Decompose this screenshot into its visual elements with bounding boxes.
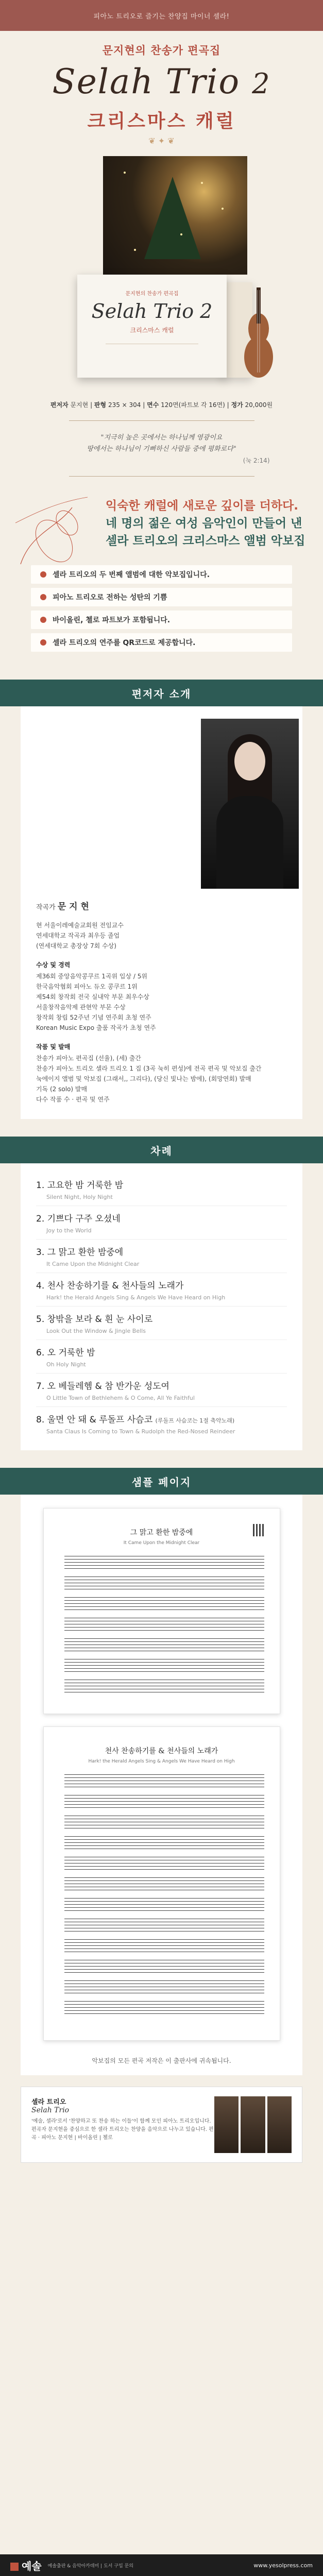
- toc-note: (루돌프 사슴코는 1절 축약노래): [155, 1417, 235, 1424]
- sparkle-icon: [222, 208, 224, 210]
- website-link[interactable]: www.yesolpress.com: [253, 2562, 313, 2569]
- divider: [69, 476, 254, 477]
- book-info: 편저자 문지현 | 판형 235 × 304 | 면수 120면(파트보 각 16면) | 정가 20,000원: [50, 401, 273, 409]
- photo-face: [234, 742, 265, 781]
- staff: [64, 1960, 264, 1973]
- violin-icon: [241, 285, 277, 383]
- toc-english: Silent Night, Holy Night: [46, 1194, 113, 1200]
- toc-english: Oh Holy Night: [46, 1361, 86, 1368]
- christmas-tree-icon: [144, 177, 201, 259]
- bullet-icon: [40, 617, 46, 623]
- staff: [64, 1877, 264, 1891]
- trio-info-text: [31, 2096, 214, 2153]
- toc-item: [36, 1407, 287, 1440]
- toc-english: It Came Upon the Midnight Clear: [46, 1261, 140, 1267]
- feature-list: [31, 565, 292, 652]
- logo-text: 예솔: [22, 2560, 42, 2572]
- work-line: 다수 작품 수 · 편곡 및 연주: [36, 1096, 110, 1103]
- copyright-notice: 악보집의 모든 편곡 저작은 이 출판사에 귀속됩니다.: [92, 2057, 231, 2064]
- info-pages: 120면(파트보 각 16면): [161, 401, 225, 409]
- toc-title: 4. 천사 찬송하기를 & 천사들의 노래가: [36, 1281, 184, 1291]
- sparkle-icon: [134, 249, 136, 251]
- table-of-contents: [21, 1163, 302, 1450]
- feature-text: 셀라 트리오의 연주를 QR코드로 제공합니다.: [53, 639, 196, 647]
- info-pages-label: 면수: [147, 401, 159, 409]
- verse-reference: (눅 2:14): [243, 457, 270, 464]
- staff: [64, 1638, 264, 1652]
- toc-title: 3. 그 맑고 환한 밤중에: [36, 1247, 124, 1258]
- sample-sheet: [43, 1508, 280, 1714]
- toc-item: [36, 1340, 287, 1374]
- awards-list: [36, 971, 287, 1033]
- toc-item: [36, 1240, 287, 1273]
- divider: [69, 420, 254, 421]
- info-author: 문지현: [70, 401, 89, 409]
- music-staves: [64, 1556, 264, 1693]
- section-header-author: 편저자 소개: [0, 680, 323, 706]
- staff: [64, 1774, 264, 1788]
- awards-title: 수상 및 경력: [36, 961, 71, 969]
- info-price-label: 정가: [231, 401, 243, 409]
- intro-line-3: 셀라 트리오의 크리스마스 앨범 악보집: [106, 534, 305, 548]
- header-script-title: [0, 62, 323, 101]
- cover-script-title: Selah Trio 2: [91, 300, 213, 323]
- info-author-label: 편저자: [50, 401, 69, 409]
- feature-text: 바이올린, 첼로 파트보가 포함됩니다.: [53, 616, 171, 624]
- feature-item: [31, 588, 292, 606]
- staff: [64, 1577, 264, 1590]
- sample-sheet: [43, 1726, 280, 2041]
- sheet-title: 천사 찬송하기를 & 천사들의 노래가: [105, 1747, 218, 1755]
- bio-line: 연세대학교 작곡과 최우등 졸업: [36, 932, 120, 939]
- top-banner-text: 피아노 트리오로 즐기는 찬양집 마이너 셀라!: [93, 12, 230, 21]
- staff: [64, 1597, 264, 1611]
- award-line: 제36회 중앙음악콩쿠르 1곡위 입상 / 5위: [36, 973, 147, 980]
- bullet-icon: [40, 639, 46, 646]
- sheet-title: 그 맑고 환한 밤중에: [130, 1529, 193, 1537]
- toc-english: Hark! the Herald Angels Sing & Angels We Have Heard on High: [46, 1294, 226, 1301]
- music-staves: [64, 1774, 264, 2014]
- intro-line-1: 익숙한 캐럴에 새로운 깊이를 더하다.: [106, 499, 299, 513]
- trio-member-photo: [241, 2096, 265, 2153]
- footer-text: 예솔출판 & 음악아카데미 | 도서 구입 문의: [47, 2563, 133, 2569]
- award-line: 서울창작음악제 관현악 부문 수상: [36, 1004, 126, 1011]
- ornament-icon: ❦ ✦ ❦: [148, 136, 175, 146]
- staff: [64, 1980, 264, 1994]
- sheet-subtitle: It Came Upon the Midnight Clear: [123, 1540, 200, 1546]
- staff: [64, 1857, 264, 1870]
- staff: [64, 1795, 264, 1808]
- feature-text: 피아노 트리오로 전하는 성탄의 기쁨: [53, 594, 167, 602]
- author-role: 작곡가: [36, 904, 56, 911]
- verse-line-1: "지극히 높은 곳에서는 하나님께 영광이요: [100, 434, 223, 442]
- author-section: [21, 706, 302, 1119]
- toc-item: [36, 1307, 287, 1340]
- sparkle-icon: [124, 172, 126, 174]
- staff: [64, 1898, 264, 1911]
- cover-subtitle: 문지현의 찬송가 편곡집: [125, 291, 179, 297]
- script-title-text: Selah Trio: [52, 62, 241, 101]
- info-size: 235 × 304: [108, 401, 141, 409]
- header-subtitle: 문지현의 찬송가 편곡집: [102, 44, 221, 57]
- trio-title: 셀라 트리오: [31, 2098, 66, 2106]
- publisher-logo[interactable]: [10, 2558, 42, 2573]
- toc-item: [36, 1173, 287, 1206]
- violin-sketch-icon: [10, 492, 98, 574]
- toc-english: Santa Claus Is Coming to Town & Rudolph the Red-Nosed Reindeer: [46, 1428, 235, 1435]
- script-title-number: 2: [252, 67, 271, 100]
- trio-photo: [214, 2096, 292, 2153]
- feature-item: [31, 633, 292, 652]
- author-bio: [36, 920, 287, 951]
- staff: [64, 1618, 264, 1631]
- staff: [64, 1680, 264, 1693]
- toc-title: 1. 고요한 밤 거룩한 밤: [36, 1180, 124, 1191]
- staff: [64, 1556, 264, 1569]
- toc-title-text: 8. 울면 안 돼 & 루돌프 사슴코: [36, 1415, 153, 1425]
- author-name-line: [36, 899, 287, 912]
- sheet-subtitle: Hark! the Herald Angels Sing & Angels We Have Heard on High: [88, 1759, 235, 1764]
- cover-illustration: [0, 156, 323, 398]
- bio-line: 현 서울이레예술교회원 전임교수: [36, 922, 124, 929]
- info-size-label: 판형: [94, 401, 107, 409]
- photo-body: [216, 796, 283, 889]
- toc-title: 6. 오 거룩한 밤: [36, 1348, 95, 1358]
- info-price: 20,000원: [245, 401, 273, 409]
- intro-line-2: 네 명의 젊은 여성 음악인이 만들어 낸: [106, 517, 302, 530]
- award-line: 제54회 창작회 전국 실내악 부문 최우수상: [36, 993, 149, 1001]
- verse-line-2: 땅에서는 하나님이 기뻐하신 사람들 중에 평화로다": [87, 445, 236, 453]
- works-title: 작품 및 발매: [36, 1043, 71, 1050]
- award-line: 한국음악협회 피아노 듀오 콩쿠르 1위: [36, 983, 138, 990]
- qr-code-icon: [253, 1524, 265, 1536]
- bullet-icon: [40, 594, 46, 600]
- trio-description: '예술, 셀라'로서 '찬양하고 또 찬송 하는 이들'이 함께 모인 피아노 트리오입니다. 편곡자 문지현을 중심으로 한 셀라 트리오는 찬양을 음악으로 나누고 있습니다. 편곡 · 피아노 문지현 | 바이올린 | 첼로: [31, 2119, 214, 2141]
- work-line: 찬송가 피아노 트리오 셀라 트리오 1 집 (3곡 눅히 편성)에 전곡 편곡 및 악보집 출간: [36, 1065, 262, 1072]
- toc-item: [36, 1374, 287, 1407]
- toc-title: 5. 창밖을 보라 & 흰 눈 사이로: [36, 1314, 153, 1325]
- staff: [64, 1816, 264, 1829]
- toc-title: [36, 1412, 287, 1425]
- book-cover: [77, 275, 227, 378]
- header-korean-title: 크리스마스 캐럴: [87, 111, 236, 132]
- sample-section: [21, 1495, 302, 2075]
- bible-verse: [0, 432, 323, 455]
- footer-bar: [0, 2554, 323, 2576]
- works-list: [36, 1053, 287, 1105]
- feature-text: 셀라 트리오의 두 번째 앨범에 대한 악보집입니다.: [53, 571, 210, 579]
- bio-line: (연세대학교 총장상 7회 수상): [36, 942, 116, 950]
- author-name: 문 지 현: [57, 902, 89, 912]
- sparkle-icon: [180, 233, 182, 235]
- work-line: 눅에이지 앨범 및 악보집 (그래서,, 그리다), (당신 빛나는 밤에), (회망연회) 발매: [36, 1075, 251, 1082]
- logo-mark-icon: [10, 2563, 19, 2571]
- trio-member-photo: [267, 2096, 292, 2153]
- trio-member-photo: [214, 2096, 239, 2153]
- toc-english: Look Out the Window & Jingle Bells: [46, 1328, 146, 1334]
- intro-block: [0, 497, 323, 550]
- toc-item: [36, 1273, 287, 1307]
- staff: [64, 1919, 264, 1932]
- toc-english: Joy to the World: [46, 1227, 92, 1234]
- toc-title: 7. 오 베들레헴 & 참 반가운 성도여: [36, 1381, 169, 1392]
- cover-korean-title: 크리스마스 캐럴: [130, 327, 174, 334]
- work-line: 기독 (2 solo) 발매: [36, 1086, 88, 1093]
- top-banner: [0, 0, 323, 31]
- award-line: 창작회 창립 52주년 기념 연주회 초청 연주: [36, 1014, 151, 1021]
- staff: [64, 2001, 264, 2014]
- staff: [64, 1659, 264, 1672]
- staff: [64, 1836, 264, 1850]
- award-line: Korean Music Expo 출품 작곡가 초청 연주: [36, 1024, 156, 1031]
- page-header: [0, 31, 323, 151]
- cover-photo: [103, 156, 247, 275]
- trio-info-card: [21, 2087, 302, 2163]
- author-photo: [201, 719, 299, 889]
- toc-english: O Little Town of Bethlehem & O Come, All Ye Faithful: [46, 1395, 195, 1401]
- staff: [64, 1939, 264, 1953]
- section-header-toc: 차례: [0, 1137, 323, 1163]
- feature-item: [31, 611, 292, 629]
- sparkle-icon: [201, 182, 203, 184]
- trio-script-title: Selah Trio: [31, 2106, 70, 2114]
- toc-item: [36, 1206, 287, 1240]
- work-line: 찬송가 피아노 편곡집 (선율), (세) 출간: [36, 1055, 141, 1062]
- section-header-sample: 샘플 페이지: [0, 1468, 323, 1495]
- toc-title: 2. 기쁘다 구주 오셨네: [36, 1214, 121, 1224]
